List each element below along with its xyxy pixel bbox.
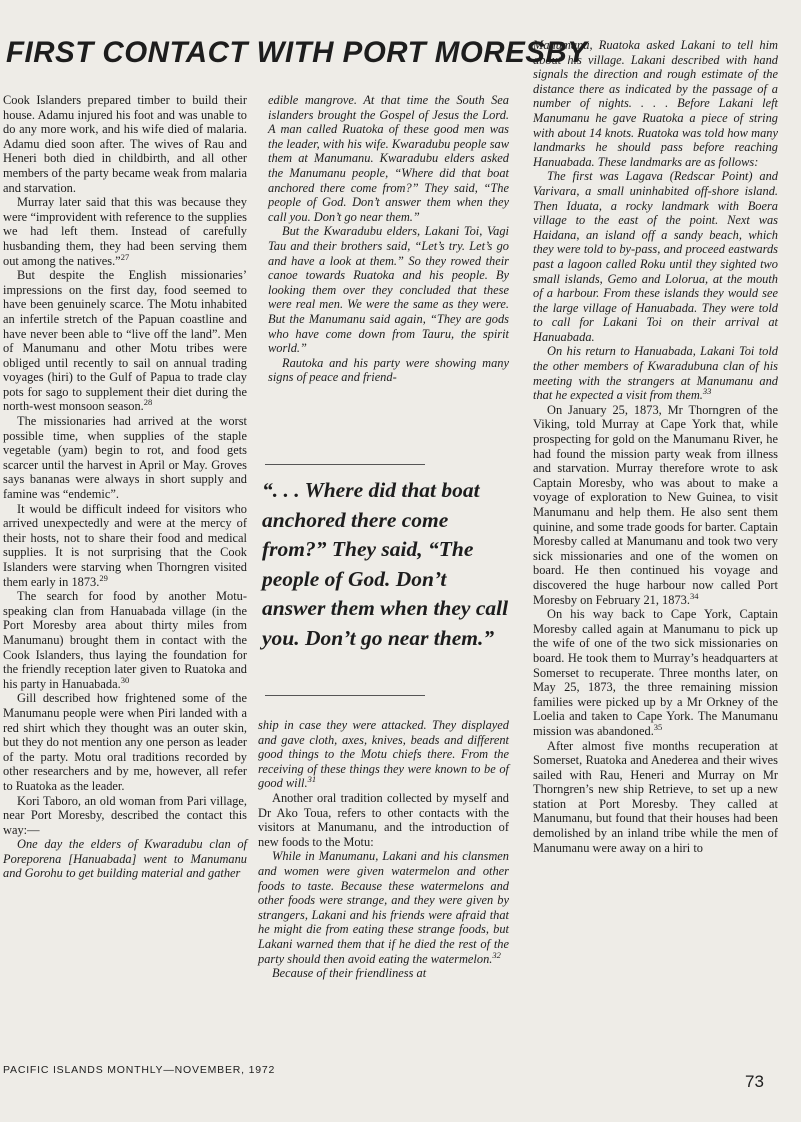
footnote-ref: 32 xyxy=(492,949,501,960)
paragraph-text: Kori Taboro, an old woman from Pari village, near Port Moresby, described the contact this way:— xyxy=(3,793,247,837)
paragraph-text: But despite the English missionaries’ impressions on the first day, food seemed to have been genuinely scarce. The Motu inhabited an infertile stretch of the Papuan coastline and have never been able to “live off the land”. Men of Manumanu and other Motu tribes were obliged until recently to sail on annual trading voyages (hiri) to the Gulf of Papua to trade clay pots for sago to supplement their diet during the north-west monsoon season. xyxy=(3,268,247,414)
paragraph-text: The missionaries had arrived at the worst possible time, when supplies of the staple vegetable (yam) begin to rot, and food gets scarcer until the harvest in April or May. Groves says bananas were always in short supply and famine was “endemic”. xyxy=(3,414,247,502)
paragraph xyxy=(533,607,778,738)
paragraph xyxy=(533,403,778,607)
paragraph-text: After almost five months recuperation at Somerset, Ruatoka and Anederea and their wives sailed with Rau, Heneri and Murray on Mr Thorngren’s new ship Retrieve, to set up a new station at Port Moresby. They called at Manumanu, but found that their houses had been demolished by an inland tribe while the men of Manumanu were away on a hiri to xyxy=(533,738,778,855)
paragraph xyxy=(533,344,778,402)
paragraph xyxy=(268,93,509,224)
paragraph-text: On January 25, 1873, Mr Thorngren of the Viking, told Murray at Cape York that, while prospecting for gold on the Manumanu River, he had found the mission party weak from illness and starvation. Murray therefore wrote to ask Captain Moresby, who was about to make a voyage of exploration to New Guinea, to visit Manumanu and help them. He also sent them quinine, and some trade goods for barter. Captain Moresby called at Manumanu and took two very sick missionaries and one of the women on board. He then continued his voyage and discovered the huge harbour now called Port Moresby on February 21, 1873. xyxy=(533,402,778,607)
paragraph-text: On his return to Hanuabada, Lakani Toi told the other members of Kwaradubuna clan of his meeting with the strangers at Manumanu and that he expected a visit from them. xyxy=(533,344,778,403)
paragraph xyxy=(3,589,247,691)
paragraph xyxy=(3,794,247,838)
paragraph-text: Another oral tradition collected by myself and Dr Ako Toua, refers to other contacts with the visitors at Manumanu, and the introduction of new foods to the Motu: xyxy=(258,790,509,849)
pull-quote: “. . . Where did that boat anchored there come from?” They said, “The people of God. Don’t answer them when they call you. Don’t go near them.” xyxy=(262,478,509,650)
paragraph-text: The search for food by another Motu-speaking clan from Hanuabada village (in the Port Moresby area about thirty miles from Manumanu) brought them in contact with the Cook Islanders, thus laying the foundation for the friendly reception later given to Ruatoka and his party in Hanuabada. xyxy=(3,589,247,691)
paragraph xyxy=(3,502,247,590)
paragraph-text: Because of their friendliness at xyxy=(272,966,427,981)
footnote-ref: 34 xyxy=(689,590,699,601)
footnote-ref: 30 xyxy=(120,674,130,685)
paragraph xyxy=(3,93,247,195)
paragraph-text: It would be difficult indeed for visitors who arrived unexpectedly and were at the mercy of their hosts, not to share their food and medical supplies. It is not surprising that the Cook Islanders were starving when Thorngren visited them early in 1873. xyxy=(3,501,247,589)
footnote-ref: 33 xyxy=(702,386,712,397)
footnote-ref: 31 xyxy=(307,774,317,785)
paragraph-text: On his way back to Cape York, Captain Moresby called again at Manumanu to pick up the wife of one of the two sick missionaries on board. He took them to Murray’s headquarters at Somerset to recuperate. Three months later, on May 25, 1873, the three remaining mission families were picked up by a Mr Orkney of the Loelia and taken to Cape York. The Manumanu mission was abandoned. xyxy=(533,607,778,738)
paragraph-text: Murray later said that this was because they were “improvident with reference to the supplies we had left them. Instead of carefully husbanding them, they had been serving them out among the natives.” xyxy=(3,195,247,268)
footnote-ref: 35 xyxy=(653,721,663,732)
paragraph-text: While in Manumanu, Lakani and his clansmen and women were given watermelon and other foods to taste. Because these watermelons and other foods were strange, and they were given by strangers, Lakani and his friends were afraid that he might die from eating these strange foods, but Lakani warned them that if he died the rest of the party should then avoid eating the watermelon. xyxy=(258,849,509,966)
paragraph xyxy=(268,224,509,355)
pull-quote-bottom-rule xyxy=(265,695,425,696)
paragraph xyxy=(3,195,247,268)
paragraph-text: The first was Lagava (Redscar Point) and Varivara, a small uninhabited off-shore island. Then Iduata, a rocky landmark with Boera village to the east of the point. Next was Haidana, an island off a sandy beach, which they were told to by-pass, and proceed eastwards past a lagoon called Roku until they sighted two small islands, Gemo and Lolorua, at the mouth of a harbour. From these islands they would see the large village of Hanuabada. They were told to call for Lakani Toi on their arrival at Hanuabada. xyxy=(533,169,778,344)
paragraph xyxy=(258,718,509,791)
paragraph-text: But the Kwaradubu elders, Lakani Toi, Vagi Tau and their brothers said, “Let’s try. Let’s go and have a look at them.” So they rowed their canoe towards Ruatoka and his people. By looking them over they concluded that these were real men. We were the same as they were. But the Manumanu said again, “They are gods who have come down from Tauru, the spirit world.” xyxy=(268,224,509,356)
paragraph-text: Gill described how frightened some of the Manumanu people were when Piri landed with a red shirt which they thought was an outer skin, but they do not mention any one person as leader of the party. Motu oral traditions recorded by other researchers and by me, however, all refer to Ruatoka as the leader. xyxy=(3,691,247,793)
column-2-bottom xyxy=(258,718,509,981)
paragraph-text: Rautoka and his party were showing many signs of peace and friend- xyxy=(268,355,509,385)
paragraph-text: Cook Islanders prepared timber to build their house. Adamu injured his foot and was unable to do any more work, and his wife died of malaria. Adamu died soon after. The wives of Rau and Heneri both died in childbirth, and all other members of the party became weak from malaria and starvation. xyxy=(3,93,247,195)
paragraph xyxy=(533,169,778,344)
paragraph-text: edible mangrove. At that time the South Sea islanders brought the Gospel of Jesus the Lord. A man called Ruatoka of these good men was the leader, with his wife. Kwaradubu people saw them at Manumanu. Kwaradubu elders asked the Manumanu people, “Where did that boat anchored there come from?” They said, “The people of God. Don’t answer them when they call you. Don’t go near them.” xyxy=(268,93,509,224)
page-number: 73 xyxy=(745,1072,764,1091)
paragraph xyxy=(3,268,247,414)
paragraph xyxy=(258,791,509,849)
paragraph xyxy=(533,38,778,169)
footnote-ref: 28 xyxy=(143,397,153,408)
paragraph xyxy=(258,849,509,966)
column-1 xyxy=(3,93,247,881)
column-3 xyxy=(533,38,778,855)
footnote-ref: 29 xyxy=(99,572,108,583)
publication-footer: PACIFIC ISLANDS MONTHLY—NOVEMBER, 1972 xyxy=(3,1064,276,1076)
paragraph xyxy=(3,691,247,793)
footnote-ref: 27 xyxy=(120,251,130,262)
paragraph xyxy=(533,739,778,856)
paragraph xyxy=(268,356,509,385)
paragraph-text: Manumanu, Ruatoka asked Lakani to tell him about his village. Lakani described with hand signals the direction and rough estimate of the distance there as indicated by the passage of a number of nights. . . . Before Lakani left Manumanu he gave Ruatoka a piece of string with about 14 knots. Ruatoka was told how many landmarks he should pass before reaching Hanuabada. These landmarks are as follows: xyxy=(533,38,778,169)
paragraph xyxy=(3,837,247,881)
paragraph-text: One day the elders of Kwaradubu clan of Poreporena [Hanuabada] went to Manumanu and Gorohu to get building material and gather xyxy=(3,837,247,881)
pull-quote-top-rule xyxy=(265,464,425,465)
article-title: FIRST CONTACT WITH PORT MORESBY xyxy=(6,36,588,69)
paragraph xyxy=(3,414,247,502)
paragraph xyxy=(258,966,509,981)
paragraph-text: ship in case they were attacked. They displayed and gave cloth, axes, knives, beads and different good things to the Motu chiefs there. From the receiving of these things they were known to be of good will. xyxy=(258,718,509,791)
column-2-top xyxy=(268,93,509,385)
